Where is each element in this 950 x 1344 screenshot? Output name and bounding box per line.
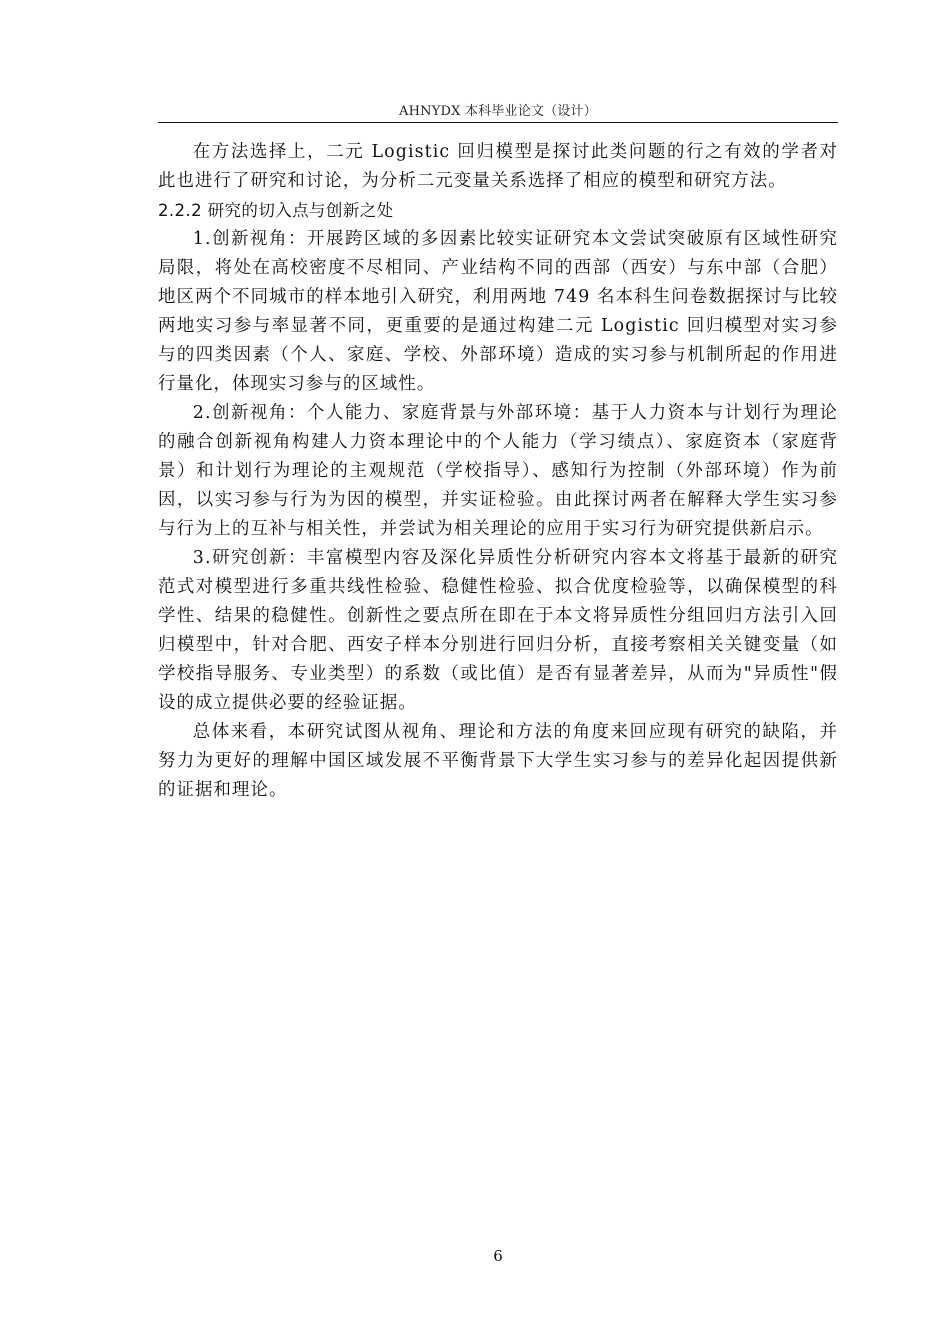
paragraph-conclusion: 总体来看，本研究试图从视角、理论和方法的角度来回应现有研究的缺陷，并努力为更好的理解中国区域发展不平衡背景下大学生实习参与的差异化起因提供新的证据和理论。 (158, 722, 838, 800)
page-number: 6 (493, 1247, 503, 1265)
paragraph-innovation-2: 2.创新视角：个人能力、家庭背景与外部环境：基于人力资本与计划行为理论的融合创新视角构建人力资本理论中的个人能力（学习绩点）、家庭资本（家庭背景）和计划行为理论的主观规范（学校指导）、感知行为控制（外部环境）作为前因，以实习参与行为为因的模型，并实证检验。由此探讨两者在解释大学生实习参与行为上的互补与相关性，并尝试为相关理论的应用于实习行为研究提供新启示。 (158, 403, 838, 539)
page-body (158, 138, 838, 805)
paragraph-innovation-3: 3.研究创新：丰富模型内容及深化异质性分析研究内容本文将基于最新的研究范式对模型进行多重共线性检验、稳健性检验、拟合优度检验等，以确保模型的科学性、结果的稳健性。创新性之要点所在即在于本文将异质性分组回归方法引入回归模型中，针对合肥、西安子样本分别进行回归分析，直接考察相关关键变量（如学校指导服务、专业类型）的系数（或比值）是否有显著差异，从而为"异质性"假设的成立提供必要的经验证据。 (158, 548, 838, 713)
paragraph-innovation-1: 1.创新视角：开展跨区域的多因素比较实证研究本文尝试突破原有区域性研究局限，将处在高校密度不尽相同、产业结构不同的西部（西安）与东中部（合肥）地区两个不同城市的样本地引入研究，利用两地 749 名本科生问卷数据探讨与比较两地实习参与率显著不同，更重要的是通过构建二元 Logistic 回归模型对实习参与的四类因素（个人、家庭、学校、外部环境）造成的实习参与机制所起的作用进行量化，体现实习参与的区域性。 (158, 229, 838, 394)
paragraph-intro: 在方法选择上，二元 Logistic 回归模型是探讨此类问题的行之有效的学者对此也进行了研究和讨论，为分析二元变量关系选择了相应的模型和研究方法。 (158, 142, 838, 191)
header-rule (158, 122, 838, 123)
section-heading: 2.2.2 研究的切入点与创新之处 (158, 201, 394, 220)
running-header: AHNYDX 本科毕业论文（设计） (399, 104, 597, 119)
